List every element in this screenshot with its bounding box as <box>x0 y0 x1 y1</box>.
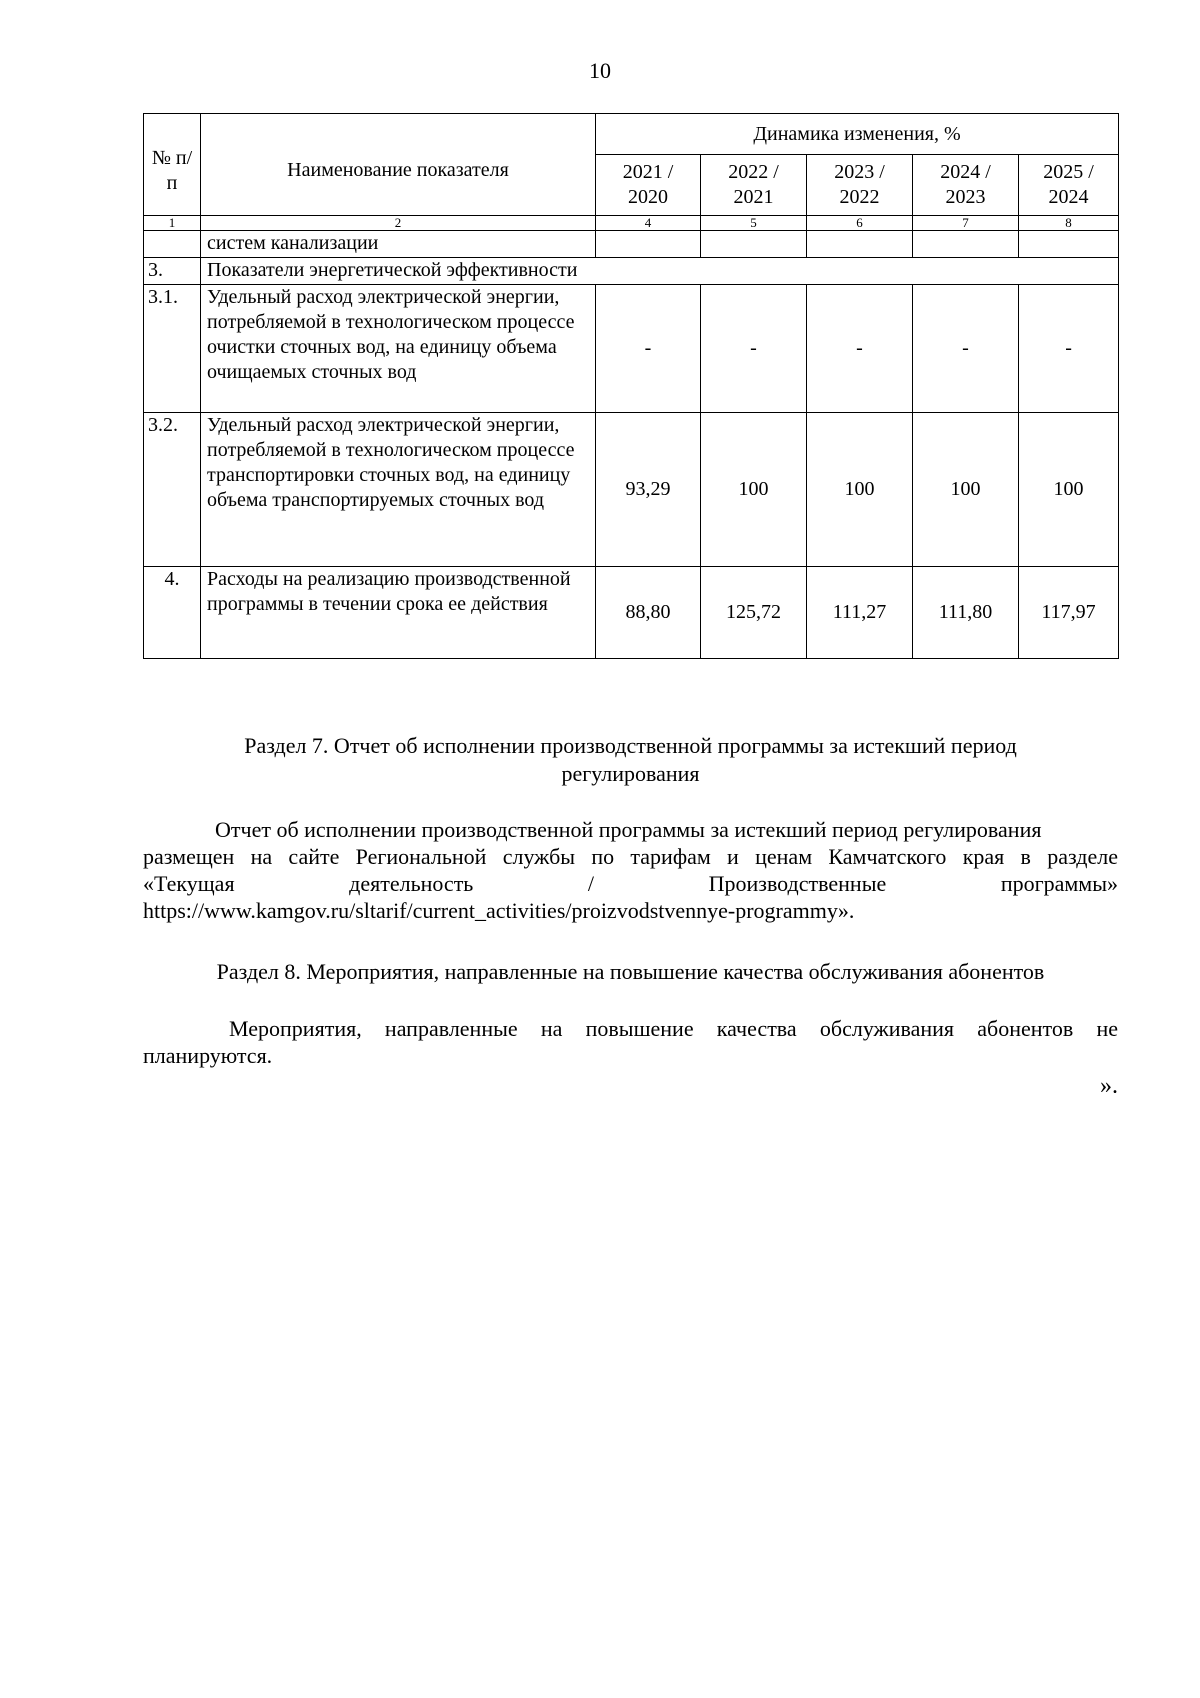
column-number: 4 <box>596 216 701 231</box>
row-value: - <box>596 285 701 413</box>
header-dynamics: Динамика изменения, % <box>596 114 1119 155</box>
row-value: 100 <box>1019 413 1119 567</box>
row-value: 100 <box>807 413 913 567</box>
row-value: 100 <box>913 413 1019 567</box>
row-number: 3. <box>144 258 201 285</box>
table-row <box>144 567 1119 659</box>
row-number: 3.1. <box>144 285 201 413</box>
row-value: 111,80 <box>913 567 1019 659</box>
page-number: 10 <box>589 58 611 83</box>
row-name: систем канализации <box>201 231 596 258</box>
row-number: 3.2. <box>144 413 201 567</box>
column-number: 8 <box>1019 216 1119 231</box>
row-value: 117,97 <box>1019 567 1119 659</box>
row-value <box>596 231 701 258</box>
table-row <box>144 413 1119 567</box>
header-name: Наименование показателя <box>201 114 596 216</box>
row-value <box>701 231 807 258</box>
column-number: 7 <box>913 216 1019 231</box>
row-value <box>1019 231 1119 258</box>
row-value: - <box>1019 285 1119 413</box>
section7-title: Раздел 7. Отчет об исполнении производственной программы за истекший период регулирования <box>244 733 1017 786</box>
indicators-table <box>143 113 1119 659</box>
row-value: 125,72 <box>701 567 807 659</box>
row-number: 4. <box>144 567 201 659</box>
row-value <box>913 231 1019 258</box>
header-year: 2022 / 2021 <box>701 155 807 216</box>
column-number: 1 <box>144 216 201 231</box>
column-number: 5 <box>701 216 807 231</box>
row-value: - <box>807 285 913 413</box>
section7-text-line3: «Текущая деятельность / Производственные программы» <box>143 871 1118 896</box>
row-value: 100 <box>701 413 807 567</box>
row-number <box>144 231 201 258</box>
section7-text: Отчет об исполнении производственной программы за истекший период регулирования размещен на сайте Региональной службы по тарифам и ценам Камчатского края в разделе «Текущая деятельность / Производственные программы» https://www.kamgov.ru/sltarif/current_activities/proizvodstvennye-programmy». <box>143 817 1118 923</box>
closing-quote: ». <box>1100 1073 1118 1099</box>
row-name: Расходы на реализацию производственной программы в течении срока ее действия <box>201 567 596 659</box>
section8-title: Раздел 8. Мероприятия, направленные на повышение качества обслуживания абонентов <box>216 959 1045 984</box>
table-header-row <box>144 114 1119 155</box>
row-name: Показатели энергетической эффективности <box>201 258 1119 285</box>
row-value <box>807 231 913 258</box>
table-row <box>144 258 1119 285</box>
column-number: 2 <box>201 216 596 231</box>
header-year: 2021 / 2020 <box>596 155 701 216</box>
column-number-row <box>144 216 1119 231</box>
header-num: № п/п <box>144 114 201 216</box>
row-value: - <box>701 285 807 413</box>
column-number: 6 <box>807 216 913 231</box>
section8-text: Мероприятия, направленные на повышение качества обслуживания абонентов не планируются. <box>143 1016 1118 1068</box>
header-year: 2025 / 2024 <box>1019 155 1119 216</box>
row-name: Удельный расход электрической энергии, потребляемой в технологическом процессе транспортировки сточных вод, на единицу объема транспортируемых сточных вод <box>201 413 596 567</box>
section7-link: https://www.kamgov.ru/sltarif/current_activities/proizvodstvennye-programmy». <box>143 898 855 923</box>
row-name: Удельный расход электрической энергии, потребляемой в технологическом процессе очистки сточных вод, на единицу объема очищаемых сточных вод <box>201 285 596 413</box>
row-value: 88,80 <box>596 567 701 659</box>
table-row <box>144 285 1119 413</box>
header-year: 2023 / 2022 <box>807 155 913 216</box>
row-value: 111,27 <box>807 567 913 659</box>
header-year: 2024 / 2023 <box>913 155 1019 216</box>
row-value: 93,29 <box>596 413 701 567</box>
table-row <box>144 231 1119 258</box>
row-value: - <box>913 285 1019 413</box>
